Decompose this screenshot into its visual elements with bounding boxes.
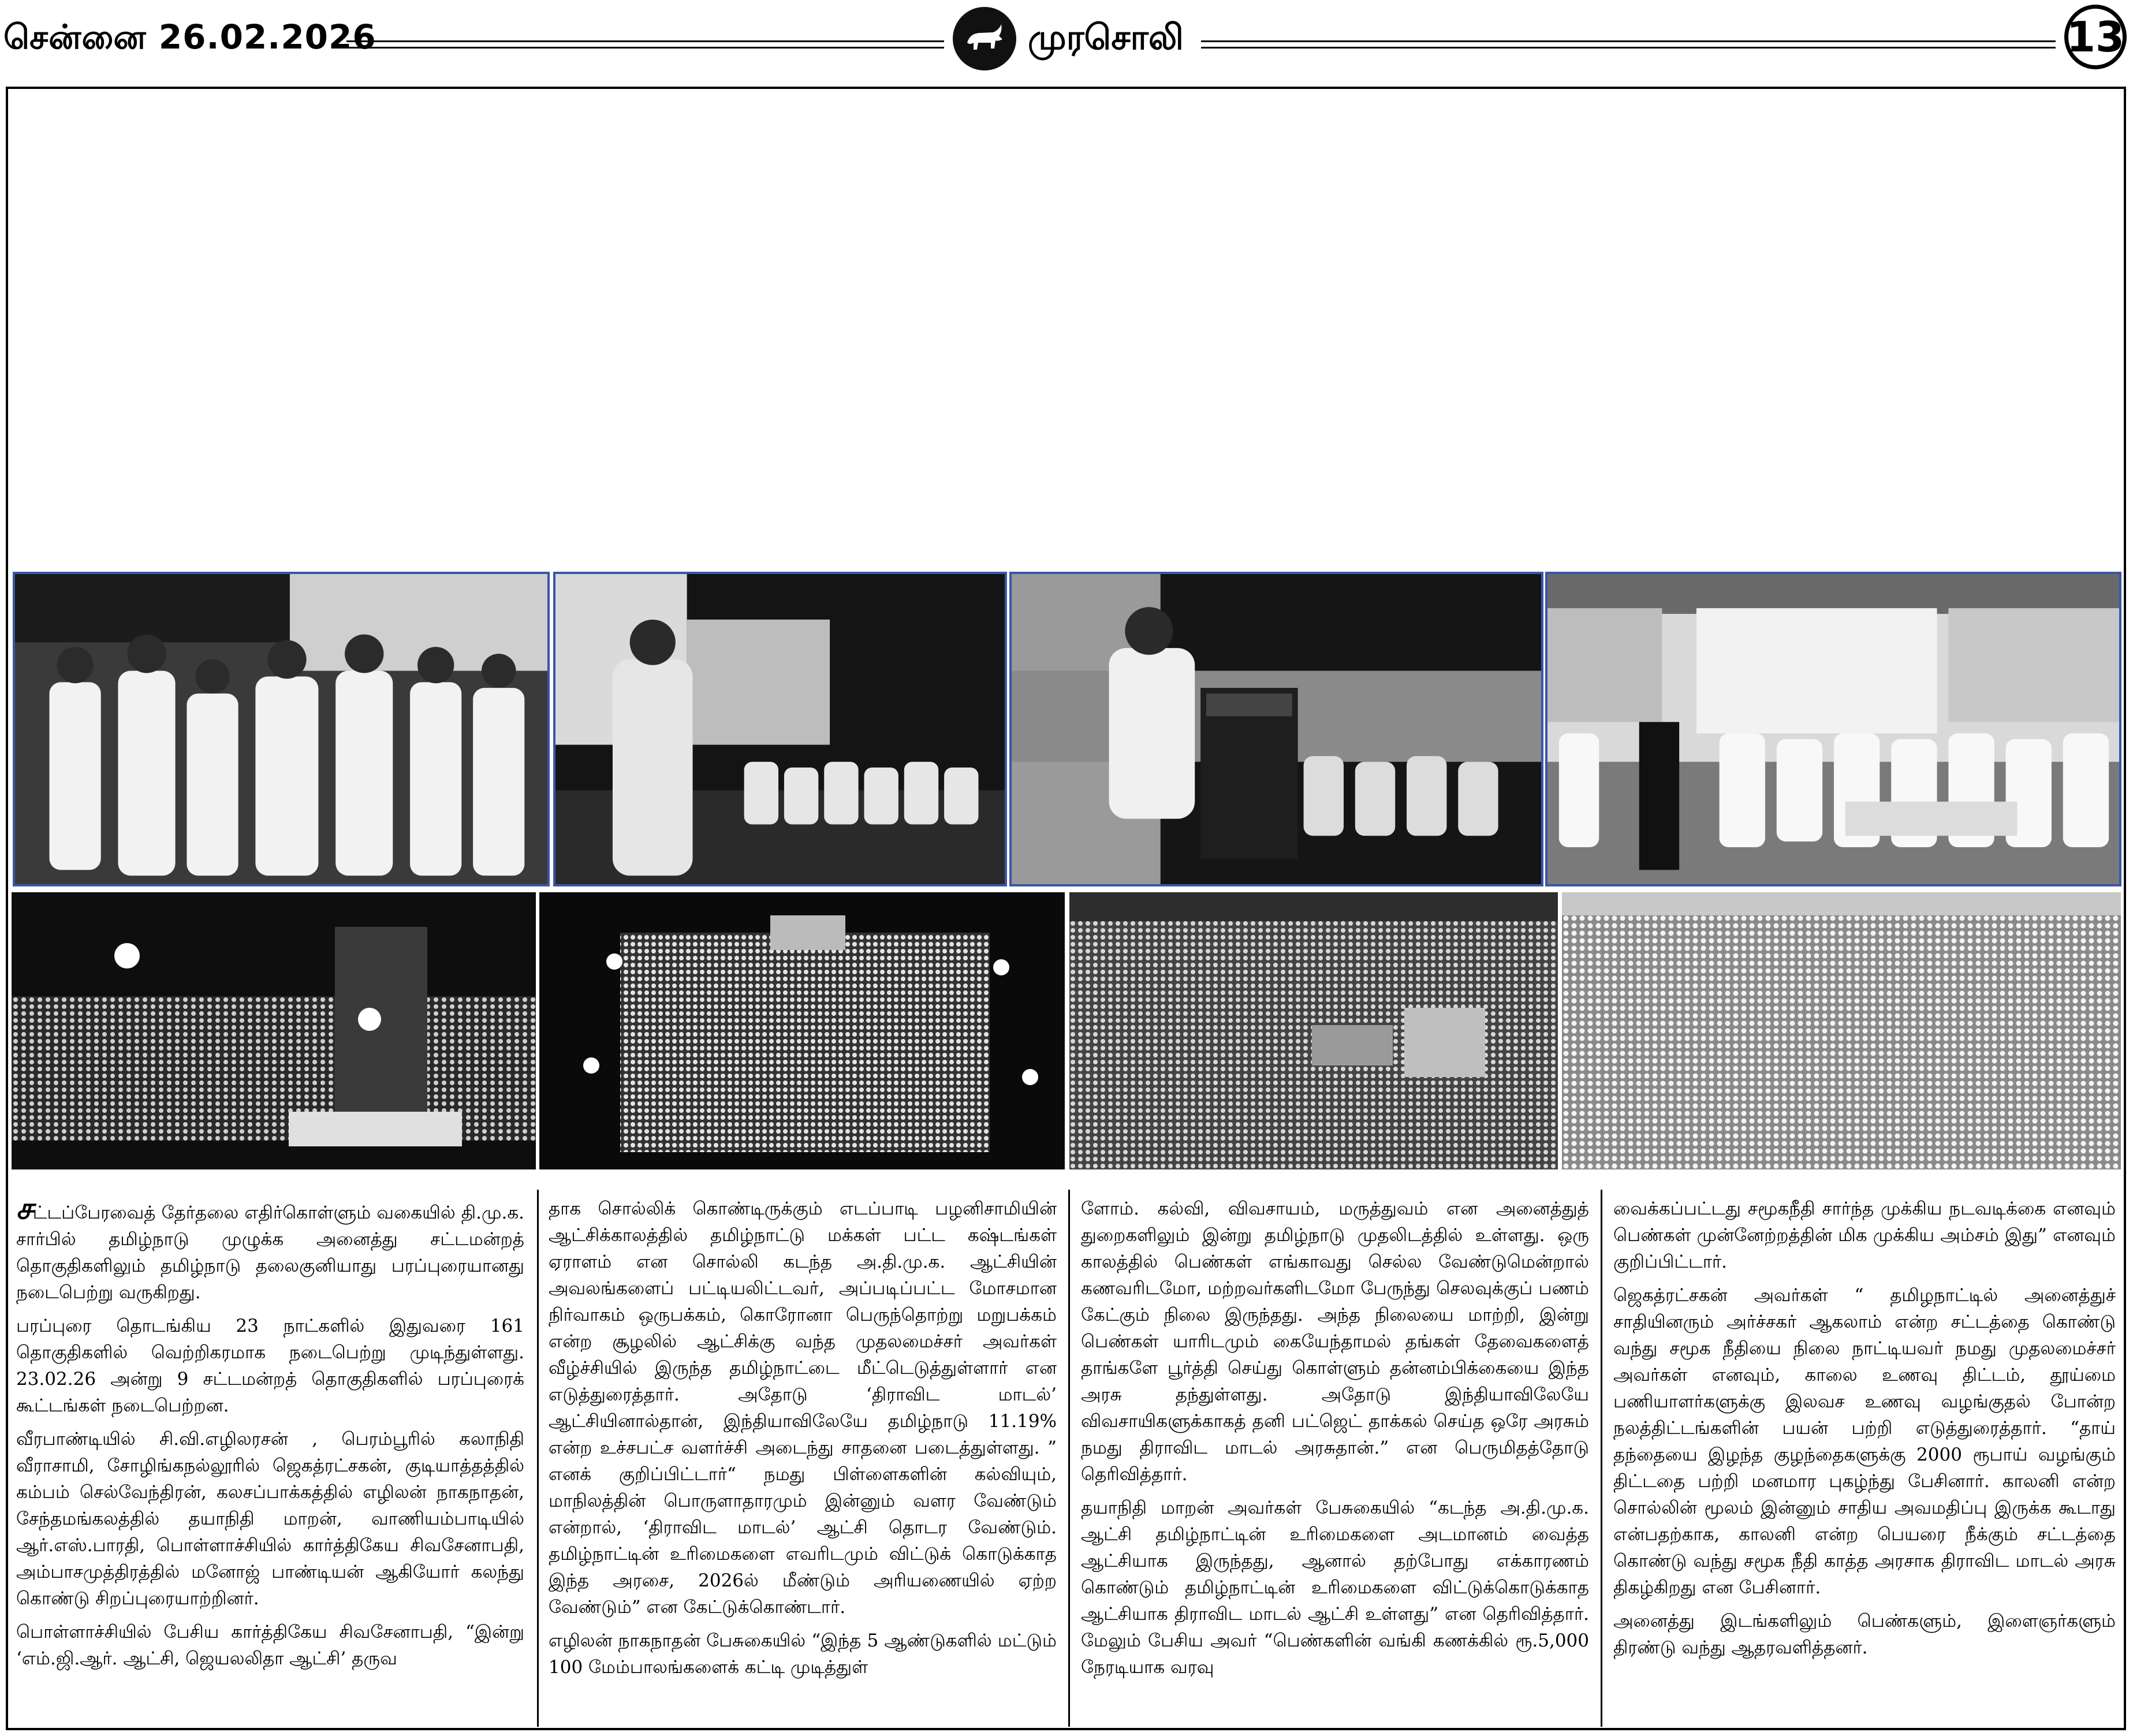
column-2-paragraph-1: தாக சொல்லிக் கொண்டிருக்கும் எடப்பாடி பழனிசாமியின் ஆட்சிக்காலத்தில் தமிழ்நாட்டு மக்கள் பட்ட கஷ்டங்கள் ஏராளம் என சொல்லி கடந்த அ.தி.மு.க. ஆட்சியின் அவலங்களைப் பட்டியலிட்டவர், அப்படிப்பட்ட மோசமான நிர்வாகம் ஒருபக்கம், கொரோனா பெருந்தொற்று மறுபக்கம் என்ற சூழலில் ஆட்சிக்கு வந்த முதலமைச்சர் அவர்கள் வீழ்ச்சியில் இருந்த தமிழ்நாட்டை மீட்டெடுத்துள்ளார் என எடுத்துரைத்தார். அதோடு ‘திராவிட மாடல்’ ஆட்சியினால்தான், இந்தியாவிலேயே தமிழ்நாடு 11.19% என்ற உச்சபட்ச வளர்ச்சி அடைந்து சாதனை படைத்துள்ளது. ” எனக் குறிப்பிட்டார்“ நமது பிள்ளைகளின் கல்வியும், மாநிலத்தின் பொருளாதாரமும் இன்னும் வளர வேண்டும் என்றால், ‘திராவிட மாடல்’ ஆட்சி தொடர வேண்டும். தமிழ்நாட்டின் உரிமைகளை எவரிடமும் விட்டுக் கொடுக்காத இந்த அரசை, 2026ல் மீண்டும் அரியணையில் ஏற்ற வேண்டும்” என கேட்டுக்கொண்டார். xyxy=(549,1198,1057,1618)
column-1-paragraph-1 xyxy=(16,1195,524,1306)
column-3-paragraph-1: ளோம். கல்வி, விவசாயம், மருத்துவம் என அனைத்துத் துறைகளிலும் இன்று தமிழ்நாடு முதலிடத்தில் உள்ளது. ஒரு காலத்தில் பெண்கள் எங்காவது செல்ல வேண்டுமென்றால் கணவரிடமோ, மற்றவர்களிடமோ பேருந்து செலவுக்குப் பணம் கேட்கும் நிலை இருந்தது. அந்த நிலையை மாற்றி, இன்று பெண்கள் யாரிடமும் கையேந்தாமல் தங்கள் தேவைகளைத் தாங்களே பூர்த்தி செய்து கொள்ளும் தன்னம்பிக்கையை இந்த அரசு தந்துள்ளது. அதோடு இந்தியாவிலேயே விவசாயிகளுக்காகத் தனி பட்ஜெட் தாக்கல் செய்த ஒரே அரசும் நமது திராவிட மாடல் அரசுதான்.” என பெருமிதத்தோடு தெரிவித்தார். xyxy=(1081,1198,1589,1485)
article-column-4 xyxy=(1613,1195,2116,1727)
column-2-paragraph-2: எழிலன் நாகநாதன் பேசுகையில் “இந்த 5 ஆண்டுகளில் மட்டும் 100 மேம்பாலங்களைக் கட்டி முடித்துள் xyxy=(549,1630,1057,1678)
speaker-at-podium-photo xyxy=(553,572,1007,886)
column-1-paragraph-2: பரப்புரை தொடங்கிய 23 நாட்களில் இதுவரை 161 தொகுதிகளில் வெற்றிகரமாக நடைபெற்று முடிந்துள்ளது. 23.02.26 அன்று 9 சட்டமன்றத் தொகுதிகளில் பரப்புரைக் கூட்டங்கள் நடைபெற்றன. xyxy=(16,1316,524,1416)
article-column-3 xyxy=(1081,1195,1589,1727)
night-crowd-photo-graphic xyxy=(12,892,536,1169)
column-4-paragraph-3: அனைத்து இடங்களிலும் பெண்களும், இளைஞர்களும் திரண்டு வந்து ஆதரவளித்தனர். xyxy=(1613,1611,2116,1658)
column-4-paragraph-1: வைக்கப்பட்டது சமூகநீதி சார்ந்த முக்கிய நடவடிக்கை எனவும் பெண்கள் முன்னேற்றத்தின் மிக முக்கிய அம்சம் இது” எனவும் குறிப்பிட்டார். xyxy=(1613,1198,2116,1272)
column-3-paragraph-2: தயாநிதி மாறன் அவர்கள் பேசுகையில் “கடந்த அ.தி.மு.க. ஆட்சி தமிழ்நாட்டின் உரிமைகளை அடமானம் வைத்த ஆட்சியாக இருந்தது, ஆனால் தற்போது எக்காரணம் கொண்டும் தமிழ்நாட்டின் உரிமைகளை விட்டுக்கொடுக்காத ஆட்சியாக திராவிட மாடல் ஆட்சி உள்ளது” என தெரிவித்தார். மேலும் பேசிய அவர் “பெண்களின் வங்கி கணக்கில் ரூ.5,000 நேரடியாக வரவு xyxy=(1081,1497,1589,1678)
masthead xyxy=(0,0,2133,81)
column-rule-1 xyxy=(537,1190,539,1727)
aerial-crowd-photo xyxy=(539,892,1065,1169)
column-rule-3 xyxy=(1601,1190,1602,1727)
column-1-paragraph-1-text: ட்டப்பேரவைத் தேர்தலை எதிர்கொள்ளும் வகையில் தி.மு.க. சார்பில் தமிழ்நாடு முழுக்க அனைத்து சட்டமன்றத் தொகுதிகளிலும் தமிழ்நாடு தலைகுனியாது பரப்புரையானது நடைபெற்று வருகிறது. xyxy=(16,1202,524,1303)
street-crowd-photo-graphic xyxy=(1069,892,1558,1169)
seated-crowd-photo-graphic xyxy=(1562,892,2121,1169)
speaker-with-glasses-photo xyxy=(1009,572,1543,886)
stage-group-photo xyxy=(13,572,550,886)
street-crowd-photo xyxy=(1069,892,1558,1169)
night-crowd-photo xyxy=(12,892,536,1169)
bull-emblem-icon xyxy=(953,7,1016,70)
campaign-banner-stage-photo-graphic xyxy=(1547,574,2119,884)
speaker-with-glasses-photo-graphic xyxy=(1012,574,1541,884)
column-rule-2 xyxy=(1068,1190,1070,1727)
article-column-2 xyxy=(549,1195,1057,1727)
aerial-crowd-photo-graphic xyxy=(539,892,1065,1169)
bull-emblem-graphic xyxy=(953,7,1016,70)
campaign-banner-stage-photo xyxy=(1545,572,2121,886)
column-1-paragraph-4: பொள்ளாச்சியில் பேசிய கார்த்திகேய சிவசேனாபதி, “இன்று ‘எம்.ஜி.ஆர். ஆட்சி, ஜெயலலிதா ஆட்சி’ தருவ xyxy=(16,1622,524,1669)
masthead-rule-right xyxy=(1201,40,2056,49)
masthead-rule-left xyxy=(346,40,944,49)
speaker-at-podium-photo-graphic xyxy=(555,574,1005,884)
paper-name: முரசொலி xyxy=(1028,17,1184,58)
seated-crowd-photo xyxy=(1562,892,2121,1169)
article-column-1 xyxy=(16,1195,524,1727)
stage-group-photo-graphic xyxy=(15,574,547,884)
column-4-paragraph-2: ஜெகத்ரட்சகன் அவர்கள் “ தமிழநாட்டில் அனைத்துச் சாதியினரும் அர்ச்சகர் ஆகலாம் என்ற சட்டத்தை கொண்டு வந்து சமூக நீதியை நிலை நாட்டியவர் நமது முதலமைச்சர் அவர்கள் எனவும், காலை உணவு திட்டம், தூய்மை பணியாளர்களுக்கு இலவச உணவு வழங்குதல் போன்ற நலத்திட்டங்களின் பயன் பற்றி எடுத்துரைத்தார். “தாய் தந்தையை இழந்த குழந்தைகளுக்கு 2000 ரூபாய் வழங்கும் திட்டதை பற்றி மனமார புகழ்ந்து பேசினார். காலனி என்ற சொல்லின் மூலம் இன்னும் சாதிய அவமதிப்பு இருக்க கூடாது என்பதற்காக, காலனி என்ற பெயரை நீக்கும் சட்டத்தை கொண்டு வந்து சமூக நீதி காத்த அரசாக திராவிட மாடல் அரசு திகழ்கிறது என பேசினார். xyxy=(1613,1285,2116,1598)
page-number: 13 xyxy=(2064,5,2127,69)
column-1-paragraph-3: வீரபாண்டியில் சி.வி.எழிலரசன் , பெரம்பூரில் கலாநிதி வீராசாமி, சோழிங்கநல்லூரில் ஜெகத்ரட்சகன், குடியாத்தத்தில் கம்பம் செல்வேந்திரன், கலசப்பாக்கத்தில் எழிலன் நாகநாதன், சேந்தமங்கலத்தில் தயாநிதி மாறன், வாணியம்பாடியில் ஆர்.எஸ்.பாரதி, பொள்ளாச்சியில் கார்த்திகேய சிவசேனாபதி, அம்பாசமுத்திரத்தில் மனோஜ் பாண்டியன் ஆகியோர் கலந்து கொண்டு சிறப்புரையாற்றினர். xyxy=(16,1429,524,1609)
dropcap: ச xyxy=(16,1195,33,1226)
city-date: சென்னை 26.02.2026 xyxy=(3,17,376,57)
